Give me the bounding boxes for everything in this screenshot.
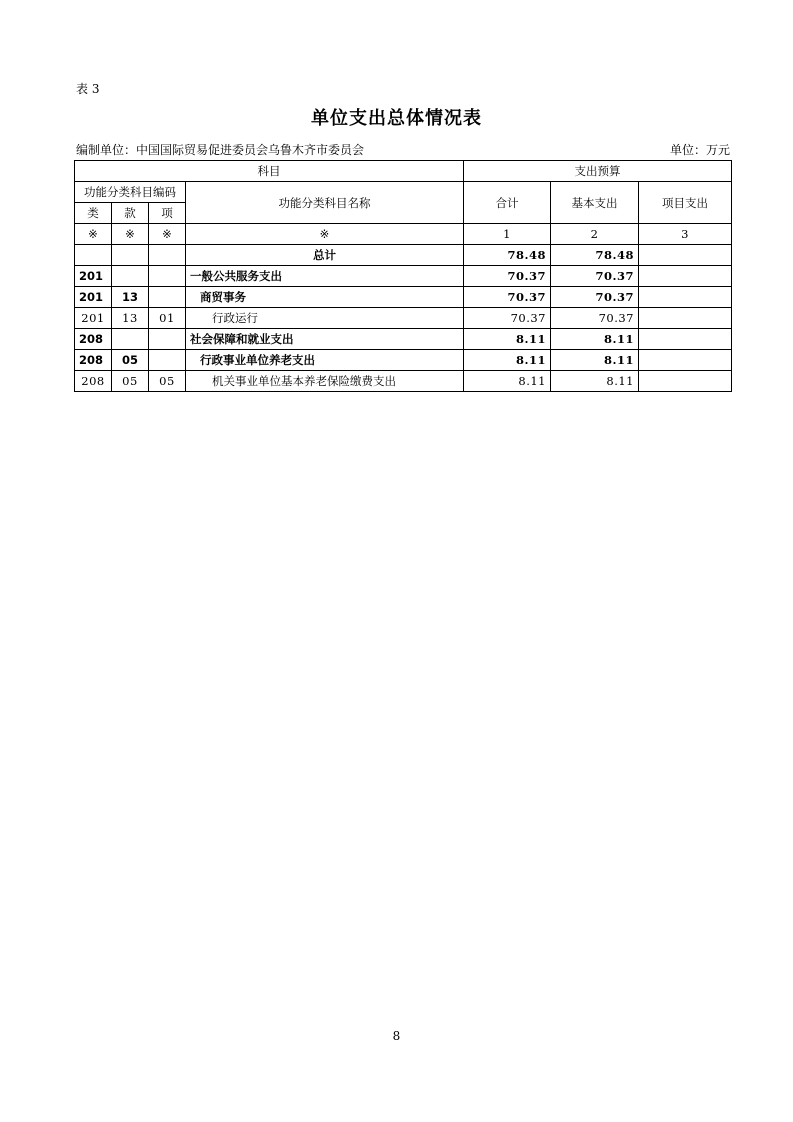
kuan-header: 款	[112, 203, 149, 224]
name-cell: 行政事业单位养老支出	[186, 350, 464, 371]
xiang-header: 项	[149, 203, 186, 224]
xiang-cell: 01	[149, 308, 186, 329]
index-cell: 2	[551, 224, 639, 245]
name-cell: 社会保障和就业支出	[186, 329, 464, 350]
lei-cell: 208	[75, 329, 112, 350]
basic-cell: 70.37	[551, 287, 639, 308]
name-cell: 总计	[186, 245, 464, 266]
kuan-cell: 05	[112, 350, 149, 371]
project-cell	[639, 266, 732, 287]
lei-header: 类	[75, 203, 112, 224]
kuan-cell: 13	[112, 287, 149, 308]
header-row-1	[75, 161, 732, 182]
table-row	[75, 329, 732, 350]
project-cell	[639, 329, 732, 350]
mark-cell: ※	[186, 224, 464, 245]
xiang-cell	[149, 287, 186, 308]
xiang-cell	[149, 266, 186, 287]
index-cell: 3	[639, 224, 732, 245]
page-number: 8	[392, 1029, 401, 1043]
total-header: 合计	[464, 182, 551, 224]
project-cell	[639, 350, 732, 371]
func-name-header: 功能分类科目名称	[186, 182, 464, 224]
basic-cell: 8.11	[551, 371, 639, 392]
lei-cell: 208	[75, 371, 112, 392]
total-cell: 78.48	[464, 245, 551, 266]
mark-cell: ※	[149, 224, 186, 245]
mark-cell: ※	[112, 224, 149, 245]
lei-cell: 201	[75, 308, 112, 329]
project-cell	[639, 245, 732, 266]
name-cell: 商贸事务	[186, 287, 464, 308]
table-number: 表 3	[76, 82, 100, 96]
basic-cell: 8.11	[551, 350, 639, 371]
table-row	[75, 245, 732, 266]
basic-cell: 70.37	[551, 308, 639, 329]
total-cell: 8.11	[464, 329, 551, 350]
xiang-cell	[149, 350, 186, 371]
table-row	[75, 287, 732, 308]
func-code-header: 功能分类科目编码	[75, 182, 186, 203]
table-row	[75, 308, 732, 329]
mark-cell: ※	[75, 224, 112, 245]
table-row	[75, 350, 732, 371]
total-cell: 70.37	[464, 266, 551, 287]
document-title: 单位支出总体情况表	[311, 108, 482, 129]
name-cell: 一般公共服务支出	[186, 266, 464, 287]
compiling-unit: 编制单位：中国国际贸易促进委员会乌鲁木齐市委员会	[76, 143, 365, 157]
kuan-cell: 05	[112, 371, 149, 392]
lei-cell: 208	[75, 350, 112, 371]
lei-cell	[75, 245, 112, 266]
project-cell	[639, 287, 732, 308]
expenditure-table	[74, 160, 732, 392]
currency-unit: 单位：万元	[669, 143, 730, 157]
index-row	[75, 224, 732, 245]
budget-header: 支出预算	[464, 161, 732, 182]
meta-row	[76, 141, 730, 159]
project-cell	[639, 308, 732, 329]
name-cell: 机关事业单位基本养老保险缴费支出	[186, 371, 464, 392]
table-row	[75, 266, 732, 287]
project-cell	[639, 371, 732, 392]
total-cell: 8.11	[464, 350, 551, 371]
basic-cell: 8.11	[551, 329, 639, 350]
subject-header: 科目	[75, 161, 464, 182]
header-row-2	[75, 182, 732, 203]
xiang-cell	[149, 329, 186, 350]
total-cell: 8.11	[464, 371, 551, 392]
total-cell: 70.37	[464, 308, 551, 329]
xiang-cell	[149, 245, 186, 266]
xiang-cell: 05	[149, 371, 186, 392]
kuan-cell: 13	[112, 308, 149, 329]
kuan-cell	[112, 329, 149, 350]
lei-cell: 201	[75, 287, 112, 308]
kuan-cell	[112, 245, 149, 266]
basic-cell: 78.48	[551, 245, 639, 266]
index-cell: 1	[464, 224, 551, 245]
basic-header: 基本支出	[551, 182, 639, 224]
table-row	[75, 371, 732, 392]
name-cell: 行政运行	[186, 308, 464, 329]
project-header: 项目支出	[639, 182, 732, 224]
basic-cell: 70.37	[551, 266, 639, 287]
kuan-cell	[112, 266, 149, 287]
total-cell: 70.37	[464, 287, 551, 308]
lei-cell: 201	[75, 266, 112, 287]
